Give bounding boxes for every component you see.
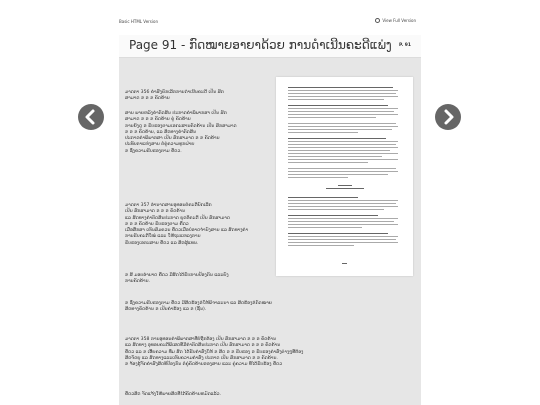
- flipbook-page: [119, 35, 421, 405]
- view-full-version-label: View Full Version: [382, 18, 416, 23]
- page-header: [119, 35, 421, 58]
- paragraph: ຂ ຊຶ່ງຄວາມຮັບຮອງຕາມ ຄືດວ ມີສິດຮ້ອງຂໍໃຫ້ພິຈາລະນາ ແລ ສິດຮ້ອງຂໍກົດໝາຍ ສິດທາງຄັດຄ້ານ ຂ ເປັນຄຳຮ້ອງ ແລ ຂ (ຊັ້ນ).: [125, 301, 272, 313]
- page-title: Page 91 - ກົດໝາຍອາຍາດ້ວຍ ການດຳເນີນຄະດີແພ່ງ: [129, 38, 392, 52]
- next-page-button[interactable]: [435, 104, 461, 130]
- top-bar: [0, 0, 540, 30]
- paragraph: ມາດຕາ 357 ອຳນາດສານອຸທອນຕໍ່ຄະດີຍົກເລີກ ເປັນ ສັກສາມາດ ຂ ຂ ຂ ຄັດຄ້ານ ແລ ສິດທາງຄຳຕັດສິນປະກາດ ຍຸດຕິຄະດີ ເປັນ ສັກສາມາດ ຂ ຂ ຂ ຄັດຄ້ານ ຮັບຮອງຕາມ ຄືດວ ເມື່ອສຶກສາ ເຫັນສົມຄວນ ຄືດວເມື່ອບໍ່ອາດຈຳນົງສານ ແລ ສິດທາງຄຳ ການຮັບຄະດີໃໝ່ ແລະ ໃຫ້ຖະແຫລງການ ຮັບຮອງເອກະສານ ຄືດວ ແລ ສິດຜູ້ແທນ.: [125, 203, 249, 246]
- globe-icon: [375, 18, 380, 23]
- embedded-document-image: [276, 77, 413, 276]
- paragraph: ຂ ສິ ມອບອຳນາດ ຄືດວ ມີສິດໄດ້ຮັບການປ້ອງກັນ ແລະຍັງ ການຄັດຄ້ານ.: [125, 273, 229, 285]
- view-full-version-link[interactable]: [375, 18, 416, 23]
- basic-html-version-link[interactable]: Basic HTML Version: [119, 19, 158, 24]
- paragraph: ຄືດວສິດ ຈັດແຈ້ງໃຫ້ພາຍສິດທີ່ໄດ້ຄັດຄ້ານຫມົດແລ້ວ.: [125, 392, 222, 397]
- paragraph: ມາດຕາ 356 ຄຳສັ່ງຍົກເລີກການດຳເນີນຄະດີ ເປັນ ສັກ ສາມາດ ຂ ຂ ຂ ຄັດຄ້ານ: [125, 90, 224, 102]
- page-number: P. 91: [398, 43, 411, 48]
- previous-page-button[interactable]: [78, 104, 104, 130]
- paragraph: ມາດຕາ 358 ການອຸທອນຄຳພິພາກສາທີ່ບໍ່ຖືກຕ້ອງ ເປັນ ສັກສາມາດ ຂ ຂ ຂ ຄັດຄ້ານ ແລ ສິດທາງ ອຸທອນຄະດີພິເສດທີ່ມີຄຳຕັດສິນປະກາດ ເປັນ ສັກສາມາດ ຂ ຂ ຂ ຄັດຄ້ານ ຄືດວ ແລ ຂ ເອີ້ຍຄວາມ ທີ່ມ ສິດ ໄດ້ຮັບຄຳສັ່ງໃຫ້ ຂ ສິດ ຂ ຂ ຮັບຮອງ ຂ ຮັບຮອງຄຳສັ່ງຕ່າງໆທີ່ຕ້ອງ ສິດຈັດຍຸ ແລ ສິດທາງແລະເຫັນຄວາມຄຳສັ່ງ ປະກາດ ເປັນ ສັກສາມາດ ຂ ຂ ຄັດຄ້ານ. ຂ ຈ້ອງຮູ້ຈັກຄຳສັ່ງສິດທິປ້ອງກັນ ຕໍ່ຄູ່ຄັດຄ້ານຂອງສານ ແລະ ຄູ່ຄວາມ ທີ່ໄດ້ຮັບຮ້ອງ ຄືດວ: [125, 337, 304, 368]
- paragraph: ສານ ພາຍຫລັງຄຳຕັດສິນ ປະກາດຄຳພິພາກສາ ເປັນ ສັກ ສາມາດ ຂ ຂ ຂ ຄັດຄ້ານ ຄູ່ ຄັດຄ້ານ ການຍິງດູ ຂ ຮັບຮອງຕາມເອກະສານຄັດຄ້ານ ເປັນ ສັກສາມາດ ຂ ຂ ຂ ຄັດຄ້ານ, ແລ ສິດທາງຄຳຕັດສິນ ປະກາດຄຳພິພາກສາ ເປັນ ສັກສາມາດ ຂ ຂ ຄັດຄ້ານ ປະທັບຕາແຫ່ງສານ ຕໍ່ຄູ່ຄວາມທຸກຝ່າຍ ຂ ຊຶ່ງຄວາມຮັບຮອງຕາມ ຄືດວ.: [125, 111, 237, 154]
- chevron-right-icon: [435, 104, 461, 130]
- chevron-left-icon: [78, 104, 104, 130]
